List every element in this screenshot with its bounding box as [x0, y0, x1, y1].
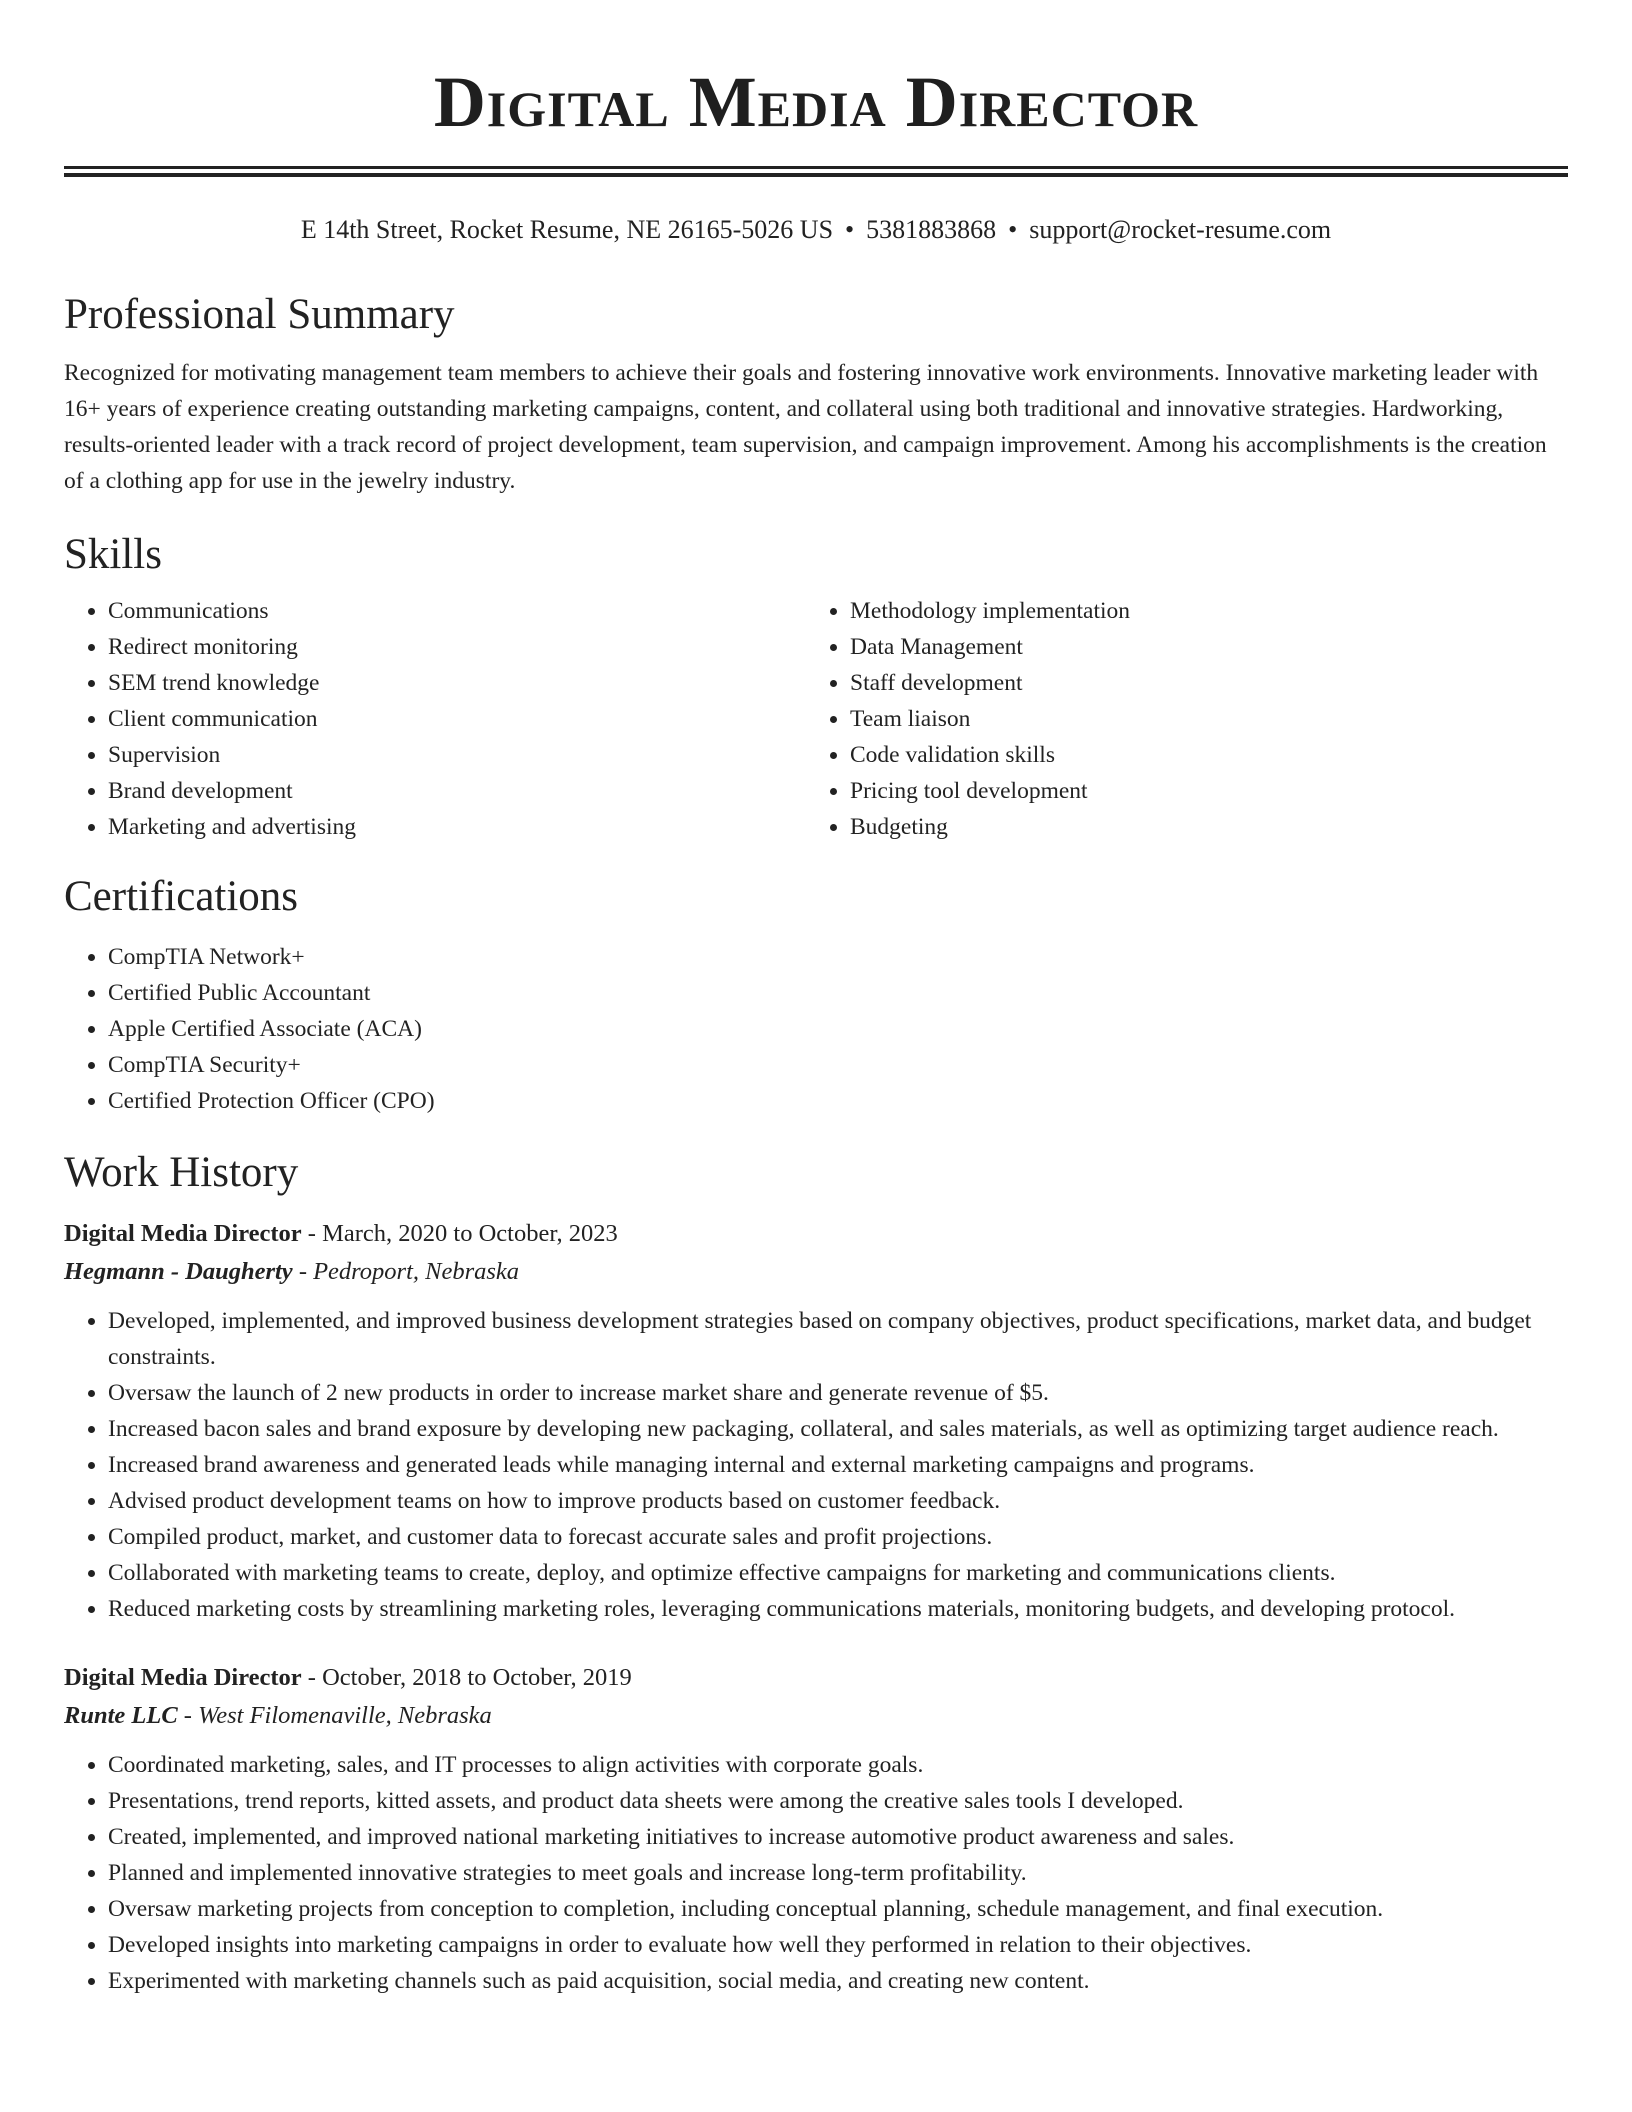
- skills-column-left: [64, 593, 806, 845]
- job-company: Hegmann - Daugherty: [64, 1258, 293, 1285]
- skills-list-right: [806, 593, 1548, 845]
- job-location: - West Filomenaville, Nebraska: [177, 1702, 492, 1729]
- job-company-line: [64, 1253, 1568, 1291]
- contact-separator: •: [845, 215, 855, 244]
- certification-item: • Certified Public Accountant: [108, 975, 1568, 1011]
- certification-item: • Apple Certified Associate (ACA): [108, 1011, 1568, 1047]
- job-title-line: [64, 1215, 1568, 1253]
- skill-item: • Client communication: [108, 701, 806, 737]
- job-title-line: [64, 1659, 1568, 1697]
- certifications-list: [64, 939, 1568, 1119]
- job-bullet: • Oversaw the launch of 2 new products in order to increase market share and generate revenue of $5.: [108, 1375, 1568, 1411]
- job-location: - Pedroport, Nebraska: [292, 1258, 520, 1285]
- skills-grid: [64, 593, 1568, 845]
- work-history-heading: Work History: [64, 1149, 299, 1196]
- job-bullet: • Presentations, trend reports, kitted assets, and product data sheets were among the creative sales tools I developed.: [108, 1783, 1568, 1819]
- skills-heading: Skills: [64, 531, 162, 578]
- skill-item: • Code validation skills: [850, 737, 1548, 773]
- skill-item: • Staff development: [850, 665, 1548, 701]
- job-bullet: • Collaborated with marketing teams to create, deploy, and optimize effective campaigns for marketing and communications clients.: [108, 1555, 1568, 1591]
- job-dates: - October, 2018 to October, 2019: [301, 1664, 632, 1691]
- resume-title: Digital Media Director: [433, 62, 1199, 142]
- skill-item: • Pricing tool development: [850, 773, 1548, 809]
- job-role: Digital Media Director: [64, 1664, 302, 1691]
- skill-item: • Communications: [108, 593, 806, 629]
- job-bullet: • Developed, implemented, and improved business development strategies based on company objectives, product specifications, market data, and budget constraints.: [108, 1303, 1568, 1375]
- skill-item: • Methodology implementation: [850, 593, 1548, 629]
- contact-email: support@rocket-resume.com: [1029, 215, 1332, 244]
- job-bullet: • Increased brand awareness and generated leads while managing internal and external marketing campaigns and programs.: [108, 1447, 1568, 1483]
- summary-text: Recognized for motivating management team members to achieve their goals and fostering innovative work environments. Innovative marketing leader with 16+ years of experience creating outstanding marketing campaigns, content, and collateral using both traditional and innovative strategies. Hardworking, results-oriented leader with a track record of project development, team supervision, and campaign improvement. Among his accomplishments is the creation of a clothing app for use in the jewelry industry.: [64, 360, 1547, 494]
- skills-column-right: [806, 593, 1548, 845]
- title-divider: [64, 166, 1568, 177]
- certification-item: • Certified Protection Officer (CPO): [108, 1083, 1568, 1119]
- job-dates: - March, 2020 to October, 2023: [301, 1220, 618, 1247]
- skill-item: • Data Management: [850, 629, 1548, 665]
- job-bullet: • Developed insights into marketing campaigns in order to evaluate how well they performed in relation to their objectives.: [108, 1927, 1568, 1963]
- skill-item: • Marketing and advertising: [108, 809, 806, 845]
- contact-phone: 5381883868: [866, 215, 997, 244]
- job-bullets: [64, 1303, 1568, 1627]
- skill-item: • Redirect monitoring: [108, 629, 806, 665]
- job-bullet: • Coordinated marketing, sales, and IT processes to align activities with corporate goals.: [108, 1747, 1568, 1783]
- job-role: Digital Media Director: [64, 1220, 302, 1247]
- skill-item: • Supervision: [108, 737, 806, 773]
- job-entry: [64, 1215, 1568, 1627]
- contact-address: E 14th Street, Rocket Resume, NE 26165-5026 US: [300, 215, 834, 244]
- job-bullet: • Oversaw marketing projects from conception to completion, including conceptual planning, schedule management, and final execution.: [108, 1891, 1568, 1927]
- job-company: Runte LLC: [64, 1702, 178, 1729]
- summary-heading: Professional Summary: [64, 291, 455, 338]
- job-bullet: • Experimented with marketing channels such as paid acquisition, social media, and creating new content.: [108, 1963, 1568, 1999]
- skills-list-left: [64, 593, 806, 845]
- job-bullet: • Advised product development teams on how to improve products based on customer feedback.: [108, 1483, 1568, 1519]
- job-bullet: • Planned and implemented innovative strategies to meet goals and increase long-term profitability.: [108, 1855, 1568, 1891]
- job-bullet: • Created, implemented, and improved national marketing initiatives to increase automotive product awareness and sales.: [108, 1819, 1568, 1855]
- job-bullet: • Reduced marketing costs by streamlining marketing roles, leveraging communications materials, monitoring budgets, and developing protocol.: [108, 1591, 1568, 1627]
- contact-line: [64, 213, 1568, 247]
- contact-separator: •: [1008, 215, 1018, 244]
- job-bullet: • Increased bacon sales and brand exposure by developing new packaging, collateral, and sales materials, as well as optimizing target audience reach.: [108, 1411, 1568, 1447]
- certification-item: • CompTIA Security+: [108, 1047, 1568, 1083]
- certification-item: • CompTIA Network+: [108, 939, 1568, 975]
- job-company-line: [64, 1697, 1568, 1735]
- job-bullets: [64, 1747, 1568, 1999]
- skill-item: • SEM trend knowledge: [108, 665, 806, 701]
- job-bullet: • Compiled product, market, and customer data to forecast accurate sales and profit projections.: [108, 1519, 1568, 1555]
- skill-item: • Brand development: [108, 773, 806, 809]
- job-entry: [64, 1659, 1568, 1999]
- skill-item: • Team liaison: [850, 701, 1548, 737]
- certifications-heading: Certifications: [64, 873, 299, 920]
- skill-item: • Budgeting: [850, 809, 1548, 845]
